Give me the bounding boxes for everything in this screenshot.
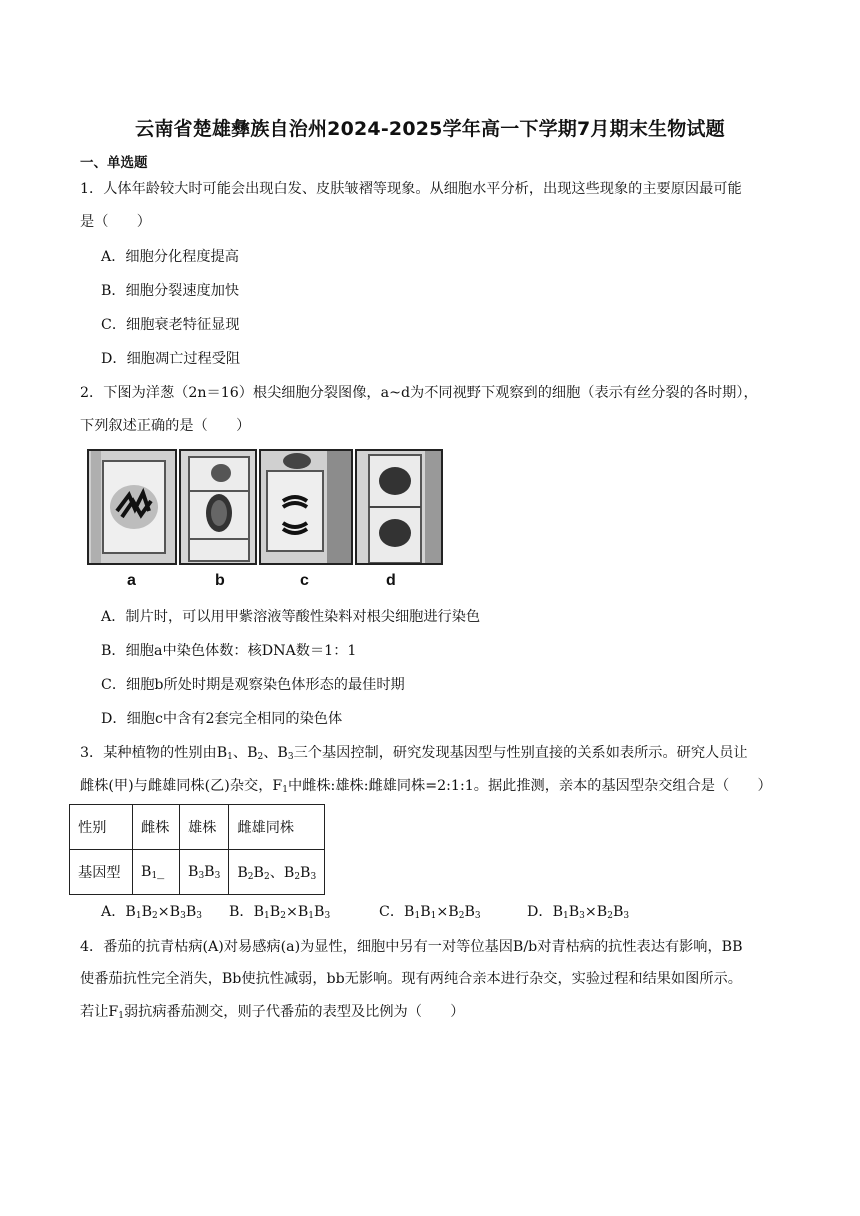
q1-option-c: C．细胞衰老特征显现 — [101, 317, 240, 333]
q3-option-c: C．$B_1B_1\times B_2B_3$ — [379, 904, 481, 921]
table-cell: $B_3B_3$ — [180, 850, 229, 895]
q3-option-a: A．$B_1B_2\times B_3B_3$ — [101, 904, 202, 921]
table-cell: $B_2B_2$、$B_2B_3$ — [229, 850, 325, 895]
table-row — [70, 850, 325, 895]
micrograph-d — [355, 449, 443, 565]
q1-stem-line1: 1．人体年龄较大时可能会出现白发、皮肤皱褶等现象。从细胞水平分析，出现这些现象的主要原因最可能 — [80, 181, 742, 197]
q1-option-d: D．细胞凋亡过程受阻 — [101, 351, 241, 367]
q4-stem-line1: 4．番茄的抗青枯病(A)对易感病(a)为显性，细胞中另有一对等位基因B/b对青枯病的抗性表达有影响，BB — [80, 939, 743, 955]
table-cell: $B_1\_$ — [133, 850, 180, 895]
table-cell: 雌雄同株 — [229, 805, 325, 850]
q2-option-a: A．制片时，可以用甲紫溶液等酸性染料对根尖细胞进行染色 — [101, 609, 481, 625]
q2-option-d: D．细胞c中含有2套完全相同的染色体 — [101, 711, 343, 727]
q2-stem-line1: 2．下图为洋葱（2n＝16）根尖细胞分裂图像，a~d为不同视野下观察到的细胞（表示有丝分裂的各时期）， — [80, 385, 758, 401]
figure-label-b: b — [215, 572, 225, 589]
q1-option-b: B．细胞分裂速度加快 — [101, 283, 240, 299]
mitosis-figure — [87, 449, 443, 565]
table-cell: 雄株 — [180, 805, 229, 850]
q4-stem-line3: 若让$F_1$弱抗病番茄测交，则子代番茄的表型及比例为（ ） — [80, 1004, 465, 1021]
q2-option-b: B．细胞a中染色体数：核DNA数＝1：1 — [101, 643, 357, 659]
q2-stem-line2: 下列叙述正确的是（ ） — [80, 418, 251, 434]
figure-label-a: a — [127, 572, 136, 589]
q1-option-a: A．细胞分化程度提高 — [101, 249, 239, 265]
micrograph-a — [87, 449, 177, 565]
q4-stem-line2: 使番茄抗性完全消失，Bb使抗性减弱，bb无影响。现有两纯合亲本进行杂交，实验过程和结果如图所示。 — [80, 971, 742, 987]
micrograph-b — [179, 449, 257, 565]
section-heading: 一、单选题 — [80, 155, 148, 171]
table-cell: 性别 — [70, 805, 133, 850]
q3-stem-line2: 雌株(甲)与雌雄同株(乙)杂交，$F_1$中雌株:雄株:雌雄同株=2:1:1。据此推测，亲本的基因型杂交组合是（ ） — [80, 778, 772, 795]
q1-stem-line2: 是（ ） — [80, 214, 151, 230]
table-cell: 基因型 — [70, 850, 133, 895]
genotype-table — [69, 804, 325, 895]
figure-label-c: c — [300, 572, 309, 589]
q3-option-d: D．$B_1B_3\times B_2B_3$ — [527, 904, 630, 921]
table-row — [70, 805, 325, 850]
q3-stem-line1: 3．某种植物的性别由$B_1$、$B_2$、$B_3$三个基因控制，研究发现基因型与性别直接的关系如表所示。研究人员让 — [80, 745, 748, 762]
micrograph-c — [259, 449, 353, 565]
q3-option-b: B．$B_1B_2\times B_1B_3$ — [229, 904, 331, 921]
figure-label-d: d — [386, 572, 396, 589]
page-title: 云南省楚雄彝族自治州2024-2025学年高一下学期7月期末生物试题 — [135, 118, 725, 140]
q2-option-c: C．细胞b所处时期是观察染色体形态的最佳时期 — [101, 677, 405, 693]
table-cell: 雌株 — [133, 805, 180, 850]
